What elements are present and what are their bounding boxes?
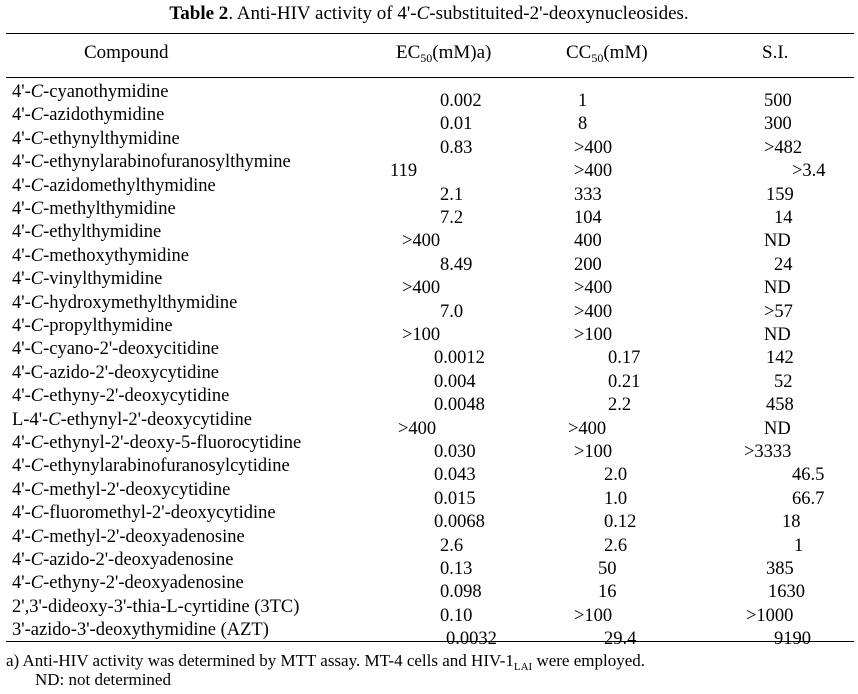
cc50-value: 200 xyxy=(574,254,602,275)
compound-name: 4'-C-propylthymidine xyxy=(12,316,173,336)
cc50-value: >400 xyxy=(574,301,613,322)
si-value: >57 xyxy=(764,301,793,322)
table-row xyxy=(0,269,858,299)
ec50-value: 0.004 xyxy=(434,371,476,392)
header-ec50-unit: (mM)a) xyxy=(432,42,492,63)
cc50-value: >400 xyxy=(574,161,613,182)
cc50-value: >100 xyxy=(574,605,613,626)
table-row xyxy=(0,573,858,603)
table-row xyxy=(0,596,858,626)
compound-name: 4'-C-vinylthymidine xyxy=(12,269,163,290)
ec50-value: 0.098 xyxy=(440,582,482,603)
compound-name: 4'-C-cyano-2'-deoxycitidine xyxy=(12,339,220,360)
compound-name: 4'-C-methoxythymidine xyxy=(12,245,190,266)
table-row xyxy=(0,503,858,533)
compound-name: 4'-C-ethyny-2'-deoxycytidine xyxy=(12,386,230,407)
ec50-value: 0.0048 xyxy=(434,395,485,416)
compound-name: 4'-C-ethylthymidine xyxy=(12,222,162,243)
table-row xyxy=(0,409,858,439)
compound-name: 4'-C-azidothymidine xyxy=(12,105,165,126)
footnote-assay-tail: were employed. xyxy=(532,651,646,670)
si-value: 142 xyxy=(766,348,794,369)
ec50-value: 0.043 xyxy=(434,465,476,486)
compound-name: 3'-azido-3'-deoxythymidine (AZT) xyxy=(12,620,269,641)
compound-name: 4'-C-ethyny-2'-deoxyadenosine xyxy=(12,573,244,594)
table-row xyxy=(0,433,858,462)
cc50-value: 0.17 xyxy=(608,348,641,369)
si-value: >3333 xyxy=(744,442,792,462)
header-ec50-main: EC xyxy=(396,42,421,63)
header-si: S.I. xyxy=(762,42,789,63)
table-row xyxy=(0,152,858,182)
footnote-assay-text: a) Anti-HIV activity was determined by MTT assay. MT-4 cells and HIV-1 xyxy=(6,651,514,670)
si-value: >1000 xyxy=(746,605,794,626)
cc50-value: 1 xyxy=(578,91,588,111)
ec50-value: >400 xyxy=(402,231,441,252)
table-row xyxy=(0,479,858,509)
cc50-value: >100 xyxy=(574,442,613,462)
cc50-value: 50 xyxy=(598,559,617,579)
si-value: 18 xyxy=(782,512,801,533)
si-value: 159 xyxy=(766,184,794,205)
ec50-value: 0.015 xyxy=(434,488,476,509)
table-label: Table 2 xyxy=(169,3,229,24)
ec50-value: 2.6 xyxy=(440,535,464,556)
table-row xyxy=(0,82,858,111)
table-row xyxy=(0,316,858,345)
ec50-value: 0.83 xyxy=(440,137,473,158)
si-value: 300 xyxy=(764,114,792,135)
ec50-value: 0.0012 xyxy=(434,348,485,369)
ec50-value: >400 xyxy=(398,418,437,439)
header-cc50-unit: (mM) xyxy=(603,42,648,63)
compound-name: 4'-C-ethynylthymidine xyxy=(12,128,180,149)
cc50-value: 2.6 xyxy=(604,535,628,556)
si-value: 1630 xyxy=(768,582,805,603)
cc50-value: 0.12 xyxy=(604,512,637,533)
si-value: ND xyxy=(764,278,791,299)
table-row xyxy=(0,456,858,486)
cc50-value: 16 xyxy=(598,582,617,603)
compound-name: 4'-C-azido-2'-deoxycytidine xyxy=(12,362,220,383)
compound-name: 4'-C-ethynyl-2'-deoxy-5-fluorocytidine xyxy=(12,433,302,453)
compound-name: 4'-C-ethynylarabinofuranosylthymine xyxy=(12,152,291,173)
compound-name: 4'-C-azidomethylthymidine xyxy=(12,175,216,196)
ec50-value: 119 xyxy=(390,161,418,182)
si-value: >3.4 xyxy=(792,161,826,182)
compound-name: 4'-C-hydroxymethylthymidine xyxy=(12,292,238,313)
table-row xyxy=(0,550,858,579)
si-value: ND xyxy=(764,418,791,439)
table-row xyxy=(0,199,858,228)
si-value: 9190 xyxy=(774,629,811,650)
ec50-value: 7.0 xyxy=(440,301,464,322)
compound-name: L-4'-C-ethynyl-2'-deoxycytidine xyxy=(12,409,252,430)
compound-name: 4'-C-methyl-2'-deoxycytidine xyxy=(12,479,231,500)
ec50-value: 0.0068 xyxy=(434,512,485,533)
table-row xyxy=(0,175,858,205)
bottom-rule xyxy=(6,641,854,642)
header-cc50-main: CC xyxy=(566,42,592,63)
header-cc50-sub: 50 xyxy=(591,51,604,65)
si-value: 24 xyxy=(774,254,793,275)
cc50-value: 8 xyxy=(578,114,588,135)
cc50-value: >400 xyxy=(568,418,607,439)
ec50-value: 0.01 xyxy=(440,114,473,135)
cc50-value: 2.2 xyxy=(608,395,632,416)
si-value: >482 xyxy=(764,137,803,158)
si-value: 52 xyxy=(774,371,793,392)
si-value: ND xyxy=(764,231,791,252)
header-ec50-sub: 50 xyxy=(420,51,433,65)
cc50-value-cell xyxy=(548,629,688,649)
cc50-value: 333 xyxy=(574,184,602,205)
footnote-nd: ND: not determined xyxy=(35,670,171,689)
cc50-value: 104 xyxy=(574,208,602,228)
compound-name: 4'-C-ethynylarabinofuranosylcytidine xyxy=(12,456,290,477)
ec50-value: >400 xyxy=(402,278,441,299)
table-row xyxy=(0,222,858,252)
ec50-value: 0.13 xyxy=(440,559,473,579)
ec50-value-cell xyxy=(398,629,538,649)
si-value: 14 xyxy=(774,208,793,228)
compound-name: 4'-C-azido-2'-deoxyadenosine xyxy=(12,550,234,570)
ec50-value: >100 xyxy=(402,325,441,345)
ec50-value: 7.2 xyxy=(440,208,464,228)
cc50-value: 0.21 xyxy=(608,371,641,392)
header-compound: Compound xyxy=(84,42,169,63)
table-row xyxy=(0,105,858,135)
si-value: 66.7 xyxy=(792,488,825,509)
cc50-value: 400 xyxy=(574,231,602,252)
cc50-value: >400 xyxy=(574,278,613,299)
compound-name: 4'-C-cyanothymidine xyxy=(12,82,169,102)
ec50-value: 0.030 xyxy=(434,442,476,462)
cc50-value: >100 xyxy=(574,325,613,345)
compound-name: 4'-C-methyl-2'-deoxyadenosine xyxy=(12,526,245,547)
ec50-value: 8.49 xyxy=(440,254,473,275)
table-row xyxy=(0,362,858,392)
si-value: 46.5 xyxy=(792,465,825,486)
cc50-value: >400 xyxy=(574,137,613,158)
table-title: . Anti-HIV activity of 4'-C-substituited-2'-deoxynucleosides. xyxy=(228,3,689,24)
compound-name: 4'-C-fluoromethyl-2'-deoxycytidine xyxy=(12,503,276,524)
si-value: 385 xyxy=(766,559,794,579)
si-value: 1 xyxy=(794,535,804,556)
header-rule xyxy=(6,77,854,78)
si-value: 458 xyxy=(766,395,794,416)
top-rule xyxy=(6,33,854,34)
table-caption xyxy=(0,2,858,26)
table-row xyxy=(0,245,858,275)
header-cc50 xyxy=(566,41,648,65)
cc50-value: 29.4 xyxy=(604,629,637,650)
si-value-cell xyxy=(738,629,858,649)
cc50-value: 1.0 xyxy=(604,488,628,509)
ec50-value: 0.002 xyxy=(440,91,482,111)
ec50-value: 0.0032 xyxy=(446,629,497,650)
table-row xyxy=(0,526,858,556)
ec50-value: 2.1 xyxy=(440,184,464,205)
cc50-value: 2.0 xyxy=(604,465,628,486)
table-row xyxy=(0,292,858,322)
compound-name: 2',3'-dideoxy-3'-thia-L-cyrtidine (3TC) xyxy=(12,596,300,617)
table-row xyxy=(0,339,858,369)
ec50-value: 0.10 xyxy=(440,605,473,626)
table-row xyxy=(0,386,858,416)
footnote-strain-sub: LAI xyxy=(513,661,533,673)
footnote-assay xyxy=(6,651,645,671)
si-value: ND xyxy=(764,325,791,345)
compound-name: 4'-C-methylthymidine xyxy=(12,199,176,219)
header-ec50 xyxy=(396,41,491,65)
table-row xyxy=(0,128,858,158)
si-value: 500 xyxy=(764,91,792,111)
